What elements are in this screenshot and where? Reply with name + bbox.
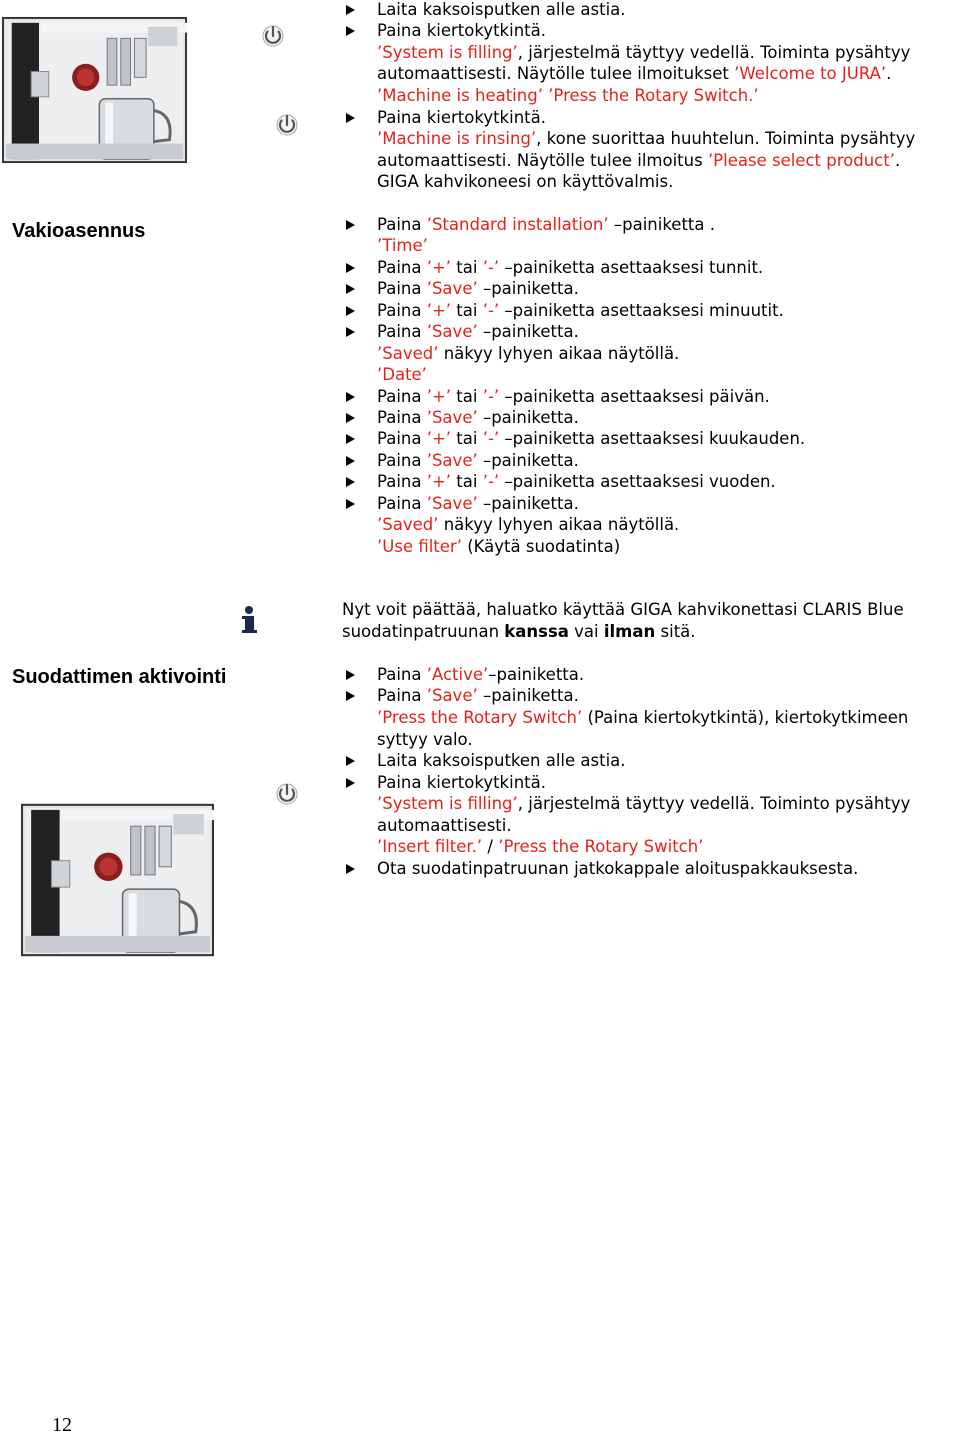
display-message: ’Use filter’ — [377, 537, 462, 556]
coffee-machine-image — [21, 802, 214, 958]
bullet-icon — [346, 413, 355, 423]
text-line — [377, 128, 915, 149]
display-message: ’-’ — [482, 472, 500, 491]
text-segment: (Käytä suodatinta) — [461, 537, 621, 556]
bullet-icon — [346, 477, 355, 487]
emphasis-text: ilman — [603, 622, 656, 641]
display-message: ’Press the Rotary Switch’ — [498, 837, 704, 856]
text-line — [377, 664, 584, 685]
display-message: ’-’ — [482, 258, 500, 277]
text-line — [377, 150, 900, 171]
text-segment: Paina — [377, 387, 427, 406]
bullet-icon — [346, 220, 355, 230]
text-segment: Paina — [377, 686, 427, 705]
text-segment: –painiketta. — [477, 322, 579, 341]
coffee-machine-image — [2, 15, 187, 165]
text-line — [377, 300, 784, 321]
display-message: ’-’ — [482, 301, 500, 320]
text-segment: vai — [568, 622, 604, 641]
bullet-icon — [346, 26, 355, 36]
display-message: ’Saved’ — [377, 344, 439, 363]
text-line — [377, 836, 703, 857]
text-line — [377, 536, 620, 557]
text-segment: –painiketta asettaaksesi tunnit. — [499, 258, 764, 277]
text-line — [342, 621, 696, 642]
text-segment: . — [894, 151, 901, 170]
text-line — [377, 729, 473, 750]
text-line — [377, 364, 427, 385]
text-line — [377, 20, 546, 41]
display-message: ’Time’ — [377, 236, 428, 255]
power-icon — [259, 22, 287, 50]
section-heading-standard-installation: Vakioasennus — [12, 220, 146, 242]
text-line — [377, 793, 910, 814]
display-message: ’Active’ — [426, 665, 489, 684]
text-line — [377, 257, 763, 278]
text-line — [377, 685, 579, 706]
display-message: ’Save’ — [426, 408, 478, 427]
display-message: ’Please select product’ — [707, 151, 895, 170]
text-segment: sitä. — [655, 622, 696, 641]
display-message: ’System is filling’ — [377, 794, 518, 813]
text-segment: automaattisesti. Näytölle tulee ilmoitus — [377, 151, 708, 170]
display-message: ’+’ — [426, 301, 452, 320]
text-line — [377, 750, 626, 771]
text-line — [377, 343, 679, 364]
bullet-icon — [346, 499, 355, 509]
bullet-icon — [346, 456, 355, 466]
text-line — [377, 0, 626, 20]
bullet-icon — [346, 691, 355, 701]
display-message: ’Insert filter.’ — [377, 837, 483, 856]
text-line — [377, 772, 546, 793]
text-line — [377, 321, 579, 342]
emphasis-text: kanssa — [504, 622, 569, 641]
display-message: ’Standard installation’ — [426, 215, 609, 234]
text-segment: tai — [451, 387, 483, 406]
page-number: 12 — [52, 1414, 72, 1436]
text-segment: Laita kaksoisputken alle astia. — [377, 751, 626, 770]
text-line — [377, 471, 776, 492]
display-message: ’+’ — [426, 429, 452, 448]
display-message: ’Welcome to JURA’ — [734, 64, 887, 83]
text-segment: Laita kaksoisputken alle astia. — [377, 0, 626, 19]
text-segment: Paina kiertokytkintä. — [377, 773, 546, 792]
text-segment: –painiketta asettaaksesi vuoden. — [499, 472, 776, 491]
text-line — [377, 214, 715, 235]
text-segment: Paina — [377, 451, 427, 470]
display-message: ’-’ — [482, 387, 500, 406]
display-message: ’+’ — [426, 472, 452, 491]
display-message: ’Press the Rotary Switch’ — [377, 708, 583, 727]
text-segment: Paina — [377, 494, 427, 513]
text-segment: –painiketta asettaaksesi päivän. — [499, 387, 770, 406]
text-segment: syttyy valo. — [377, 730, 473, 749]
text-line — [377, 707, 908, 728]
display-message: ’Save’ — [426, 494, 478, 513]
text-segment: Paina — [377, 408, 427, 427]
text-segment: (Paina kiertokytkintä), kiertokytkimeen — [582, 708, 909, 727]
display-message: ’-’ — [482, 429, 500, 448]
text-line — [377, 514, 679, 535]
display-message: ’System is filling’ — [377, 43, 518, 62]
text-segment: –painiketta asettaaksesi kuukauden. — [499, 429, 806, 448]
text-segment: Nyt voit päättää, haluatko käyttää GIGA kahvikonettasi CLARIS Blue — [342, 600, 904, 619]
display-message: ’+’ — [426, 258, 452, 277]
text-segment: Paina — [377, 279, 427, 298]
text-segment: –painiketta. — [477, 686, 579, 705]
text-segment: Paina — [377, 472, 427, 491]
text-segment: –painiketta. — [477, 408, 579, 427]
display-message: ’Machine is heating’ ’Press the Rotary Switch.’ — [377, 86, 759, 105]
text-segment: tai — [451, 301, 483, 320]
bullet-icon — [346, 263, 355, 273]
text-line — [377, 386, 770, 407]
text-line — [377, 235, 428, 256]
text-segment: . — [886, 64, 892, 83]
text-line — [377, 63, 891, 84]
bullet-icon — [346, 327, 355, 337]
text-segment: –painiketta. — [477, 494, 579, 513]
info-icon — [238, 605, 260, 635]
text-segment: –painiketta. — [477, 279, 579, 298]
display-message: ’Save’ — [426, 279, 478, 298]
text-segment: Paina kiertokytkintä. — [377, 108, 546, 127]
display-message: ’Machine is rinsing’ — [377, 129, 537, 148]
text-segment: automaattisesti. Näytölle tulee ilmoitukset — [377, 64, 735, 83]
display-message: ’Saved’ — [377, 515, 439, 534]
text-segment: näkyy lyhyen aikaa näytöllä. — [438, 344, 680, 363]
text-segment: / — [482, 837, 499, 856]
text-line — [377, 858, 858, 879]
bullet-icon — [346, 284, 355, 294]
text-line — [342, 599, 904, 620]
display-message: ’Save’ — [426, 451, 478, 470]
bullet-icon — [346, 864, 355, 874]
text-segment: tai — [451, 472, 483, 491]
text-segment: –painiketta. — [477, 451, 579, 470]
bullet-icon — [346, 5, 355, 15]
text-segment: tai — [451, 258, 483, 277]
power-icon — [273, 111, 301, 139]
text-segment: GIGA kahvikoneesi on käyttövalmis. — [377, 172, 674, 191]
text-segment: Paina — [377, 429, 427, 448]
text-line — [377, 42, 910, 63]
text-line — [377, 450, 579, 471]
text-segment: –painiketta asettaaksesi minuutit. — [499, 301, 784, 320]
section-heading-filter-activation: Suodattimen aktivointi — [12, 666, 227, 688]
text-line — [377, 278, 579, 299]
text-line — [377, 428, 805, 449]
display-message: ’+’ — [426, 387, 452, 406]
display-message: ’Save’ — [426, 322, 478, 341]
text-segment: Paina — [377, 322, 427, 341]
text-segment: Paina kiertokytkintä. — [377, 21, 546, 40]
text-segment: Paina — [377, 301, 427, 320]
bullet-icon — [346, 434, 355, 444]
bullet-icon — [346, 778, 355, 788]
text-line — [377, 493, 579, 514]
bullet-icon — [346, 392, 355, 402]
display-message: ’Save’ — [426, 686, 478, 705]
text-segment: tai — [451, 429, 483, 448]
text-line — [377, 407, 579, 428]
text-segment: –painiketta. — [488, 665, 585, 684]
text-segment: , kone suorittaa huuhtelun. Toiminta pysähtyy — [536, 129, 916, 148]
text-segment: , järjestelmä täyttyy vedellä. Toiminta pysähtyy — [517, 43, 911, 62]
text-segment: Paina — [377, 215, 427, 234]
text-segment: automaattisesti. — [377, 816, 512, 835]
text-segment: Ota suodatinpatruunan jatkokappale aloituspakkauksesta. — [377, 859, 859, 878]
text-segment: Paina — [377, 665, 427, 684]
bullet-icon — [346, 756, 355, 766]
bullet-icon — [346, 306, 355, 316]
text-line — [377, 107, 546, 128]
bullet-icon — [346, 670, 355, 680]
bullet-icon — [346, 113, 355, 123]
text-segment: , järjestelmä täyttyy vedellä. Toiminto pysähtyy — [517, 794, 911, 813]
text-segment: –painiketta . — [608, 215, 715, 234]
text-segment: näkyy lyhyen aikaa näytöllä. — [438, 515, 680, 534]
text-line — [377, 85, 759, 106]
text-line — [377, 815, 512, 836]
text-line — [377, 171, 673, 192]
text-segment: Paina — [377, 258, 427, 277]
text-segment: suodatinpatruunan — [342, 622, 505, 641]
power-icon — [273, 780, 301, 808]
display-message: ’Date’ — [377, 365, 427, 384]
